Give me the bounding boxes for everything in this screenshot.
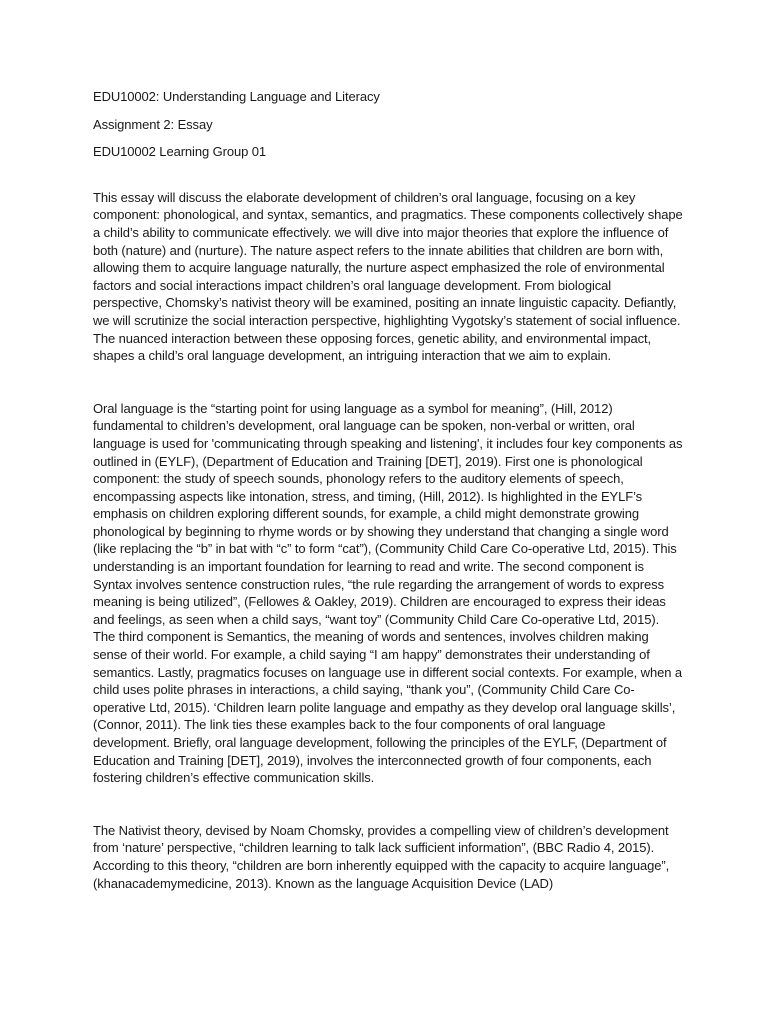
paragraph-introduction: This essay will discuss the elaborate development of children’s oral language, focusing on a key component: phonological, and syntax, semantics, and pragmatics. These components collectively shape a child’s ability to communicate effectively. we will dive into major theories that explore the influence of both (nature) and (nurture). The nature aspect refers to the innate abilities that children are born with, allowing them to acquire language naturally, the nurture aspect emphasized the role of environmental factors and social interactions impact children’s oral language development. From biological perspective, Chomsky’s nativist theory will be examined, positing an innate linguistic capacity. Defiantly, we will scrutinize the social interaction perspective, highlighting Vygotsky’s statement of social influence. The nuanced interaction between these opposing forces, genetic ability, and environmental impact, shapes a child’s oral language development, an intriguing interaction that we aim to explain.	[93, 189, 683, 364]
paragraph-oral-language: Oral language is the “starting point for using language as a symbol for meaning”, (Hill, 2012) fundamental to children’s development, oral language can be spoken, non-verbal or written, oral language is used for 'communicating through speaking and listening', it includes four key components as outlined in (EYLF), (Department of Education and Training [DET], 2019). First one is phonological component: the study of speech sounds, phonology refers to the auditory elements of speech, encompassing aspects like intonation, stress, and timing, (Hill, 2012). Is highlighted in the EYLF’s emphasis on children exploring different sounds, for example, a child might demonstrate growing phonological by beginning to rhyme words or by showing they understand that changing a single word (like replacing the “b” in bat with “c” to form “cat”), (Community Child Care Co-operative Ltd, 2015). This understanding is an important foundation for learning to read and write. The second component is Syntax involves sentence construction rules, “the rule regarding the arrangement of words to express meaning is being utilized”, (Fellowes & Oakley, 2019). Children are encouraged to express their ideas and feelings, as seen when a child says, “want toy” (Community Child Care Co-operative Ltd, 2015). The third component is Semantics, the meaning of words and sentences, involves children making sense of their world. For example, a child saying “I am happy” demonstrates their understanding of semantics. Lastly, pragmatics focuses on language use in different social contexts. For example, when a child uses polite phrases in interactions, a child saying, “thank you”, (Community Child Care Co-operative Ltd, 2015). ‘Children learn polite language and empathy as they develop oral language skills’, (Connor, 2011). The link ties these examples back to the four components of oral language development. Briefly, oral language development, following the principles of the EYLF, (Department of Education and Training [DET], 2019), involves the interconnected growth of four components, each fostering children’s effective communication skills.	[93, 400, 683, 786]
learning-group: EDU10002 Learning Group 01	[93, 144, 267, 160]
course-title: EDU10002: Understanding Language and Literacy	[93, 89, 380, 104]
paragraph-spacer	[93, 365, 683, 400]
assignment-title: Assignment 2: Essay	[93, 116, 213, 132]
document-header	[93, 88, 683, 161]
paragraph-spacer	[93, 787, 683, 822]
paragraph-nativist-theory: The Nativist theory, devised by Noam Chomsky, provides a compelling view of children’s development from ‘nature’ perspective, “children learning to talk lack sufficient information”, (BBC Radio 4, 2015). According to this theory, “children are born inherently equipped with the capacity to acquire language”, (khanacademymedicine, 2013). Known as the language Acquisition Device (LAD)	[93, 822, 670, 891]
document-body	[93, 88, 683, 892]
